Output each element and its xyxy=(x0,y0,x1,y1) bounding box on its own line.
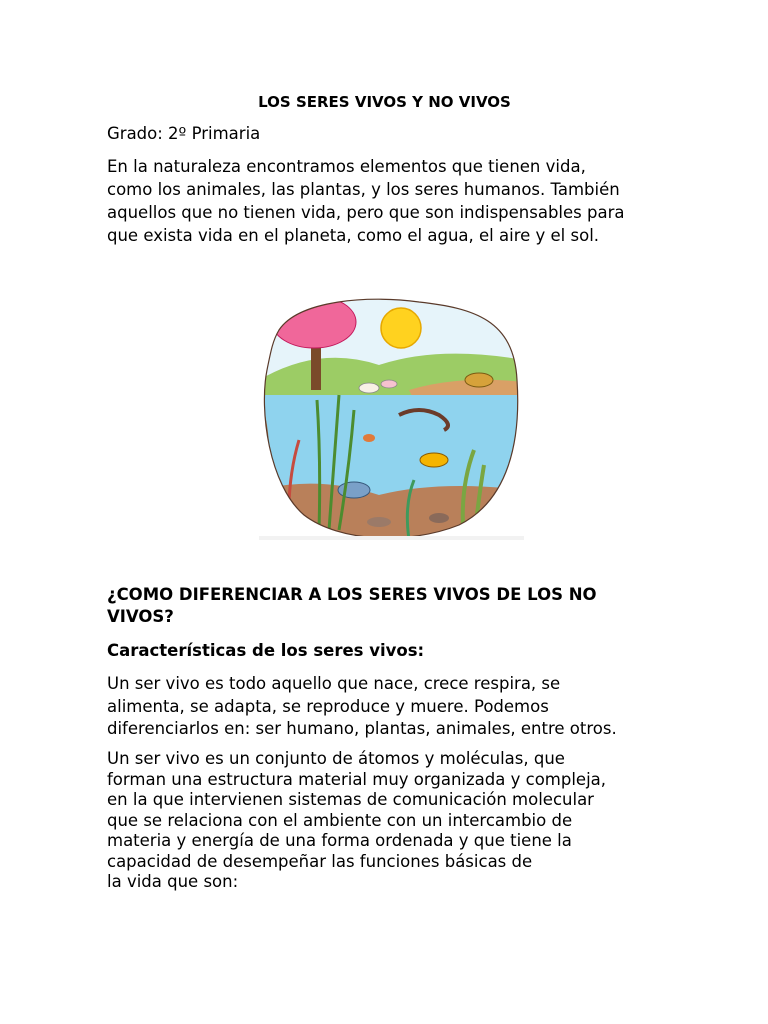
paragraph-line: la vida que son: xyxy=(107,872,239,891)
paragraph-line: diferenciarlos en: ser humano, plantas, animales, entre otros. xyxy=(107,719,617,738)
fish-icon xyxy=(420,453,448,467)
intro-line: aquellos que no tienen vida, pero que son indispensables para xyxy=(107,203,625,222)
paragraph-line: alimenta, se adapta, se reproduce y muere. Podemos xyxy=(107,696,549,716)
paragraph-line: capacidad de desempeñar las funciones básicas de xyxy=(107,851,533,871)
fish-icon xyxy=(338,482,370,498)
lizard-icon xyxy=(465,373,493,387)
grade-label: Grado: 2º Primaria xyxy=(107,124,261,143)
definition-paragraph xyxy=(107,749,672,893)
paragraph-line: Un ser vivo es todo aquello que nace, crece respira, se xyxy=(107,674,561,693)
intro-paragraph xyxy=(107,155,672,247)
scene-group xyxy=(259,290,524,542)
duck-icon xyxy=(359,383,379,393)
intro-line: como los animales, las plantas, y los seres humanos. También xyxy=(107,180,620,199)
ecosystem-illustration xyxy=(259,290,524,542)
question-line: VIVOS? xyxy=(107,607,174,626)
question-heading xyxy=(107,584,667,628)
sun-icon xyxy=(381,308,421,348)
paragraph-line: Un ser vivo es un conjunto de átomos y moléculas, que xyxy=(107,749,565,768)
intro-line: que exista vida en el planeta, como el agua, el aire y el sol. xyxy=(107,226,600,245)
rock xyxy=(367,517,391,527)
tree-top xyxy=(272,296,356,348)
characteristics-heading: Características de los seres vivos: xyxy=(107,641,425,660)
paragraph-line: que se relaciona con el ambiente con un intercambio de xyxy=(107,810,573,830)
living-beings-paragraph xyxy=(107,673,672,741)
paragraph-line: materia y energía de una forma ordenada y que tiene la xyxy=(107,831,572,850)
document-title: LOS SERES VIVOS Y NO VIVOS xyxy=(258,93,511,111)
rock xyxy=(429,513,449,523)
paragraph-line: en la que intervienen sistemas de comunicación molecular xyxy=(107,790,594,809)
image-bottom-edge xyxy=(259,536,524,540)
paragraph-line: forman una estructura material muy organizada y compleja, xyxy=(107,769,607,789)
intro-line: En la naturaleza encontramos elementos que tienen vida, xyxy=(107,157,586,176)
turtle-icon xyxy=(363,434,375,442)
duck-icon xyxy=(381,380,397,388)
soil xyxy=(259,484,524,542)
question-line: ¿COMO DIFERENCIAR A LOS SERES VIVOS DE LOS NO xyxy=(107,585,597,604)
